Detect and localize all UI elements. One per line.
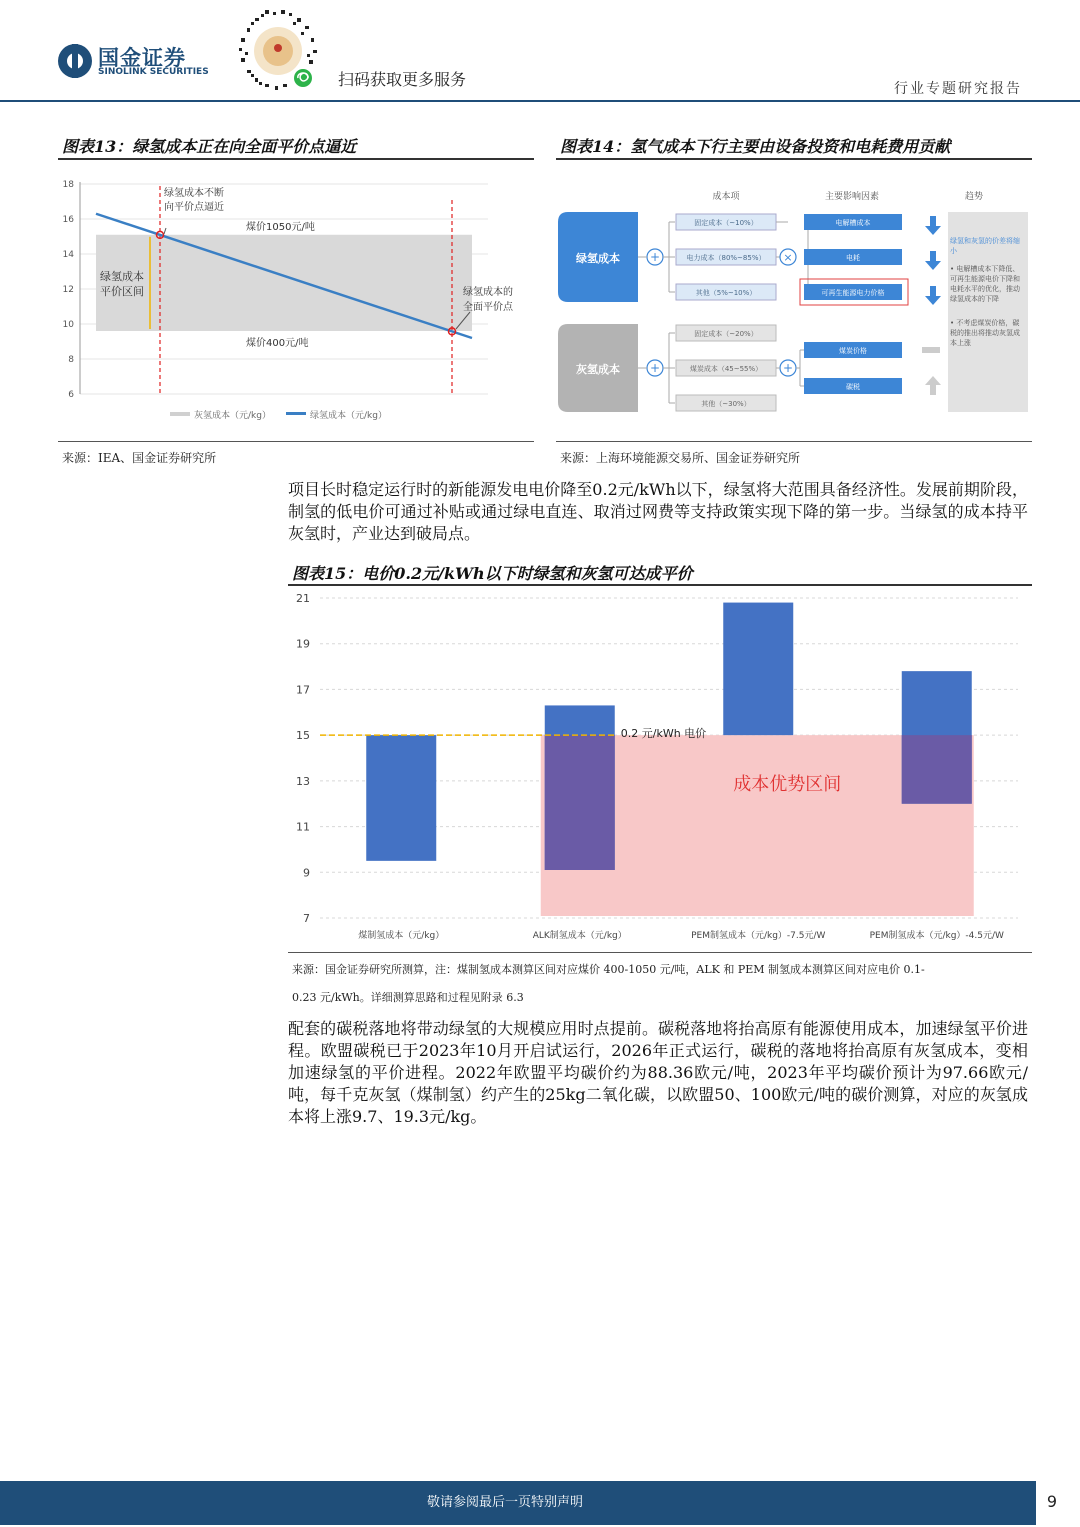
fig15-x-label-2: PEM制氢成本（元/kg）-7.5元/W bbox=[691, 931, 826, 941]
fig13-legend-grey: 灰氢成本（元/kg） bbox=[194, 411, 271, 421]
fig15-y-tick-1: 19 bbox=[296, 637, 310, 651]
fig13-ann-band-2: 平价区间 bbox=[100, 285, 144, 298]
fig15-y-tick-3: 15 bbox=[296, 729, 310, 743]
header-divider bbox=[0, 100, 1080, 102]
fig13-legend-grey-swatch bbox=[170, 412, 190, 416]
fig13-ann-band-1: 绿氢成本 bbox=[100, 270, 144, 283]
fig14-source: 来源：上海环境能源交易所、国金证券研究所 bbox=[560, 451, 801, 465]
fig13-y-tick-0: 18 bbox=[62, 180, 74, 190]
fig13-title-rule bbox=[58, 158, 534, 160]
fig14-down-arrow-icon-1 bbox=[925, 216, 941, 235]
fig13-ann-coal-low: 煤价400元/吨 bbox=[246, 338, 309, 349]
svg-text:固定成本（~20%）: 固定成本（~20%） bbox=[694, 330, 758, 338]
fig14-green-label: 绿氢成本 bbox=[576, 252, 620, 265]
fig15-y-ticks bbox=[296, 592, 310, 925]
fig15-title: 图表15：电价0.2元/kWh以下时绿氢和灰氢可达成平价 bbox=[292, 564, 693, 583]
fig15-threshold-label: 0.2 元/kWh 电价 bbox=[620, 727, 707, 741]
fig13-title: 图表13：绿氢成本正在向全面平价点逼近 bbox=[62, 137, 357, 156]
body-paragraph-1: 项目长时稳定运行时的新能源发电电价降至0.2元/kWh以下，绿氢将大范围具备经济性。发展前期阶段，制氢的低电价可通过补贴或通过绿电直连、取消过网费等支持政策实现下降的第一步。当绿氢的成本持平灰氢时，产业达到破局点。 bbox=[288, 480, 1028, 543]
fig13-legend-green-swatch bbox=[286, 412, 306, 415]
fig15-x-label-1: ALK制氢成本（元/kg） bbox=[532, 931, 627, 941]
fig14-trend-title: 绿氢和灰氢的价差将缩小 bbox=[950, 237, 1020, 255]
fig14-col-trend: 趋势 bbox=[964, 192, 984, 202]
fig14-col-factor: 主要影响因素 bbox=[824, 192, 880, 202]
fig15-bottom-rule bbox=[288, 952, 1032, 953]
fig15-bar-0 bbox=[366, 735, 436, 861]
svg-text:煤炭价格: 煤炭价格 bbox=[839, 347, 867, 355]
fig13-y-tick-6: 6 bbox=[68, 390, 74, 400]
fig14-up-arrow-icon bbox=[925, 376, 941, 395]
fig13-grey-band bbox=[96, 235, 472, 331]
fig14-down-arrow-icon-2 bbox=[925, 251, 941, 270]
fig15-y-tick-2: 17 bbox=[296, 683, 310, 697]
fig14-col-cost: 成本项 bbox=[712, 192, 740, 202]
fig14-flat-icon bbox=[922, 347, 940, 353]
svg-text:+: + bbox=[782, 361, 794, 375]
fig15-bar-overlap-3 bbox=[902, 735, 972, 804]
fig15-zone-label: 成本优势区间 bbox=[733, 774, 842, 795]
fig13-ann-top-1: 绿氢成本不断 bbox=[164, 188, 224, 199]
fig15-title-rule bbox=[288, 584, 1032, 586]
fig15-source-1: 来源：国金证券研究所测算，注：煤制氢成本测算区间对应煤价 400-1050 元/吨，ALK 和 PEM 制氢成本测算区间对应电价 0.1- bbox=[292, 963, 925, 976]
fig15-chart bbox=[288, 588, 1032, 944]
fig15-x-label-0: 煤制氢成本（元/kg） bbox=[358, 931, 445, 941]
company-logo-icon bbox=[58, 44, 92, 78]
fig13-y-tick-1: 16 bbox=[62, 215, 74, 225]
fig13-y-tick-2: 14 bbox=[62, 250, 74, 260]
fig13-legend-green: 绿氢成本（元/kg） bbox=[310, 411, 387, 421]
fig15-y-tick-0: 21 bbox=[296, 592, 310, 605]
svg-text:×: × bbox=[783, 251, 793, 264]
svg-text:煤炭成本（45~55%）: 煤炭成本（45~55%） bbox=[689, 365, 763, 373]
footer-disclaimer-link[interactable]: 敬请参阅最后一页特别声明 bbox=[426, 1495, 583, 1510]
fig15-x-label-3: PEM制氢成本（元/kg）-4.5元/W bbox=[869, 931, 1004, 941]
fig13-y-ticks bbox=[63, 180, 75, 400]
fig14-trend-note-2: • 不考虑煤炭价格，碳税的推出将推动灰氢成本上涨 bbox=[950, 319, 1020, 347]
svg-text:+: + bbox=[649, 361, 661, 375]
fig14-diagram bbox=[556, 180, 1032, 418]
svg-text:电力成本（80%~85%）: 电力成本（80%~85%） bbox=[686, 254, 766, 262]
report-type-label: 行业专题研究报告 bbox=[894, 81, 1022, 97]
svg-text:电解槽成本: 电解槽成本 bbox=[835, 219, 871, 227]
fig13-source: 来源：IEA、国金证券研究所 bbox=[62, 451, 217, 465]
qr-code-icon[interactable] bbox=[235, 8, 321, 94]
fig15-y-tick-5: 11 bbox=[296, 820, 310, 834]
fig15-y-tick-6: 9 bbox=[303, 866, 310, 880]
fig15-bar-2 bbox=[723, 603, 793, 736]
body-paragraph-2: 配套的碳税落地将带动绿氢的大规模应用时点提前。碳税落地将抬高原有能源使用成本，加速绿氢平价进程。欧盟碳税已于2023年10月开启试运行，2026年正式运行，碳税的落地将抬高原有灰氢成本，变相加速绿氢的平价进程。2022年欧盟平均碳价约为88.36欧元/吨，2023年平均碳价预计为97.66欧元/吨，每千克灰氢（煤制氢）约产生的25kg二氧化碳，以欧盟50、100欧元/吨的碳价测算，对应的灰氢成本将上涨9.7、19.3元/kg。 bbox=[288, 1019, 1028, 1126]
company-name-cn: 国金证券 bbox=[98, 46, 186, 70]
fig14-down-arrow-icon-3 bbox=[925, 286, 941, 305]
svg-text:+: + bbox=[649, 250, 661, 264]
fig13-chart bbox=[58, 172, 534, 434]
svg-text:电耗: 电耗 bbox=[846, 254, 860, 262]
fig15-y-tick-4: 13 bbox=[296, 774, 310, 788]
svg-text:碳税: 碳税 bbox=[846, 383, 860, 391]
page-number: 9 bbox=[1046, 1492, 1058, 1511]
svg-text:其他（5%~10%）: 其他（5%~10%） bbox=[695, 289, 757, 297]
fig13-ann-top-2: 向平价点逼近 bbox=[164, 202, 224, 213]
fig13-ann-parity-2: 全面平价点 bbox=[463, 302, 513, 313]
fig14-bottom-rule bbox=[556, 441, 1032, 442]
fig14-title: 图表14：氢气成本下行主要由设备投资和电耗费用贡献 bbox=[560, 137, 951, 156]
fig14-grey-label: 灰氢成本 bbox=[576, 363, 620, 376]
fig13-y-tick-5: 8 bbox=[68, 355, 74, 365]
fig13-ann-parity-1: 绿氢成本的 bbox=[463, 287, 513, 298]
fig15-y-tick-7: 7 bbox=[303, 912, 310, 925]
svg-text:其他（~30%）: 其他（~30%） bbox=[701, 400, 751, 408]
fig15-x-labels bbox=[358, 929, 1004, 941]
svg-text:固定成本（~10%）: 固定成本（~10%） bbox=[694, 219, 758, 227]
svg-text:可再生能源电力价格: 可再生能源电力价格 bbox=[821, 289, 885, 297]
fig15-bar-overlap-1 bbox=[545, 735, 615, 870]
scan-prompt-text: 扫码获取更多服务 bbox=[338, 70, 467, 89]
fig14-title-rule bbox=[556, 158, 1032, 160]
fig13-ann-coal-high: 煤价1050元/吨 bbox=[246, 222, 315, 233]
fig15-source-2: 0.23 元/kWh。详细测算思路和过程见附录 6.3 bbox=[292, 991, 524, 1004]
fig13-bottom-rule bbox=[58, 441, 534, 442]
fig13-y-tick-4: 10 bbox=[62, 320, 74, 330]
fig13-y-tick-3: 12 bbox=[62, 285, 74, 295]
fig13-top-pointer bbox=[164, 228, 166, 234]
fig14-trend-note-1: • 电解槽成本下降低、可再生能源电价下降和电耗水平的优化，推动绿氢成本的下降 bbox=[950, 265, 1020, 303]
company-name-en: SINOLINK SECURITIES bbox=[98, 67, 209, 77]
